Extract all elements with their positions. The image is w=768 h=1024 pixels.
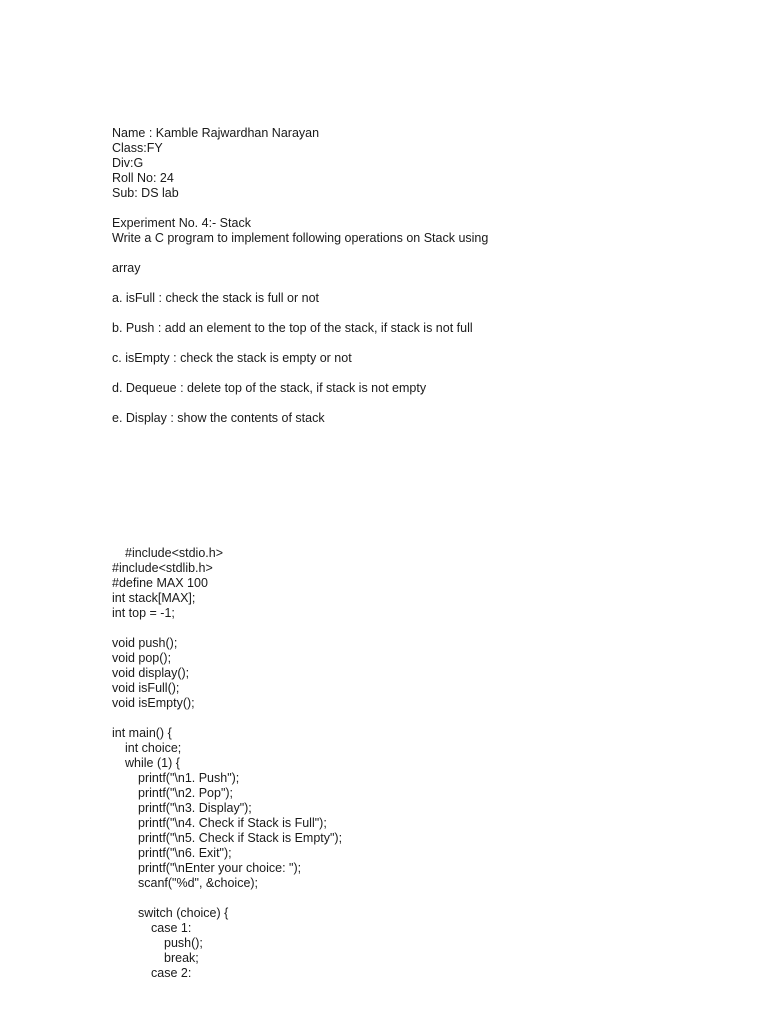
operation-item: c. isEmpty : check the stack is empty or not [112, 351, 352, 365]
code-line: scanf("%d", &choice); [138, 876, 259, 890]
code-line: #define MAX 100 [112, 576, 208, 590]
code-line: printf("\nEnter your choice: "); [138, 861, 302, 875]
code-line: printf("\n3. Display"); [138, 801, 252, 815]
student-div: Div:G [112, 156, 144, 170]
code-line: case 1: [151, 921, 192, 935]
code-line: int stack[MAX]; [112, 591, 196, 605]
code-line: int top = -1; [112, 606, 175, 620]
code-line: void isEmpty(); [112, 696, 195, 710]
code-line: int main() { [112, 726, 172, 740]
code-line: break; [164, 951, 199, 965]
code-line: switch (choice) { [138, 906, 229, 920]
operation-item: e. Display : show the contents of stack [112, 411, 325, 425]
experiment-title: Experiment No. 4:- Stack [112, 216, 251, 230]
code-line: case 2: [151, 966, 192, 980]
code-line: printf("\n6. Exit"); [138, 846, 232, 860]
code-line: void pop(); [112, 651, 172, 665]
operation-item: b. Push : add an element to the top of the stack, if stack is not full [112, 321, 473, 335]
code-line: printf("\n1. Push"); [138, 771, 240, 785]
student-class: Class:FY [112, 141, 163, 155]
code-line: while (1) { [125, 756, 180, 770]
code-line: #include<stdio.h> [125, 546, 223, 560]
student-subject: Sub: DS lab [112, 186, 179, 200]
operation-item: a. isFull : check the stack is full or not [112, 291, 320, 305]
student-roll: Roll No: 24 [112, 171, 174, 185]
student-name: Name : Kamble Rajwardhan Narayan [112, 126, 320, 140]
code-line: void isFull(); [112, 681, 180, 695]
code-line: void push(); [112, 636, 178, 650]
code-line: int choice; [125, 741, 182, 755]
experiment-description: Write a C program to implement following operations on Stack using [112, 231, 489, 245]
experiment-description-cont: array [112, 261, 141, 275]
code-line: printf("\n5. Check if Stack is Empty"); [138, 831, 343, 845]
operation-item: d. Dequeue : delete top of the stack, if stack is not empty [112, 381, 427, 395]
code-line: #include<stdlib.h> [112, 561, 213, 575]
code-line: printf("\n2. Pop"); [138, 786, 234, 800]
code-line: printf("\n4. Check if Stack is Full"); [138, 816, 327, 830]
code-line: void display(); [112, 666, 190, 680]
code-line: push(); [164, 936, 203, 950]
